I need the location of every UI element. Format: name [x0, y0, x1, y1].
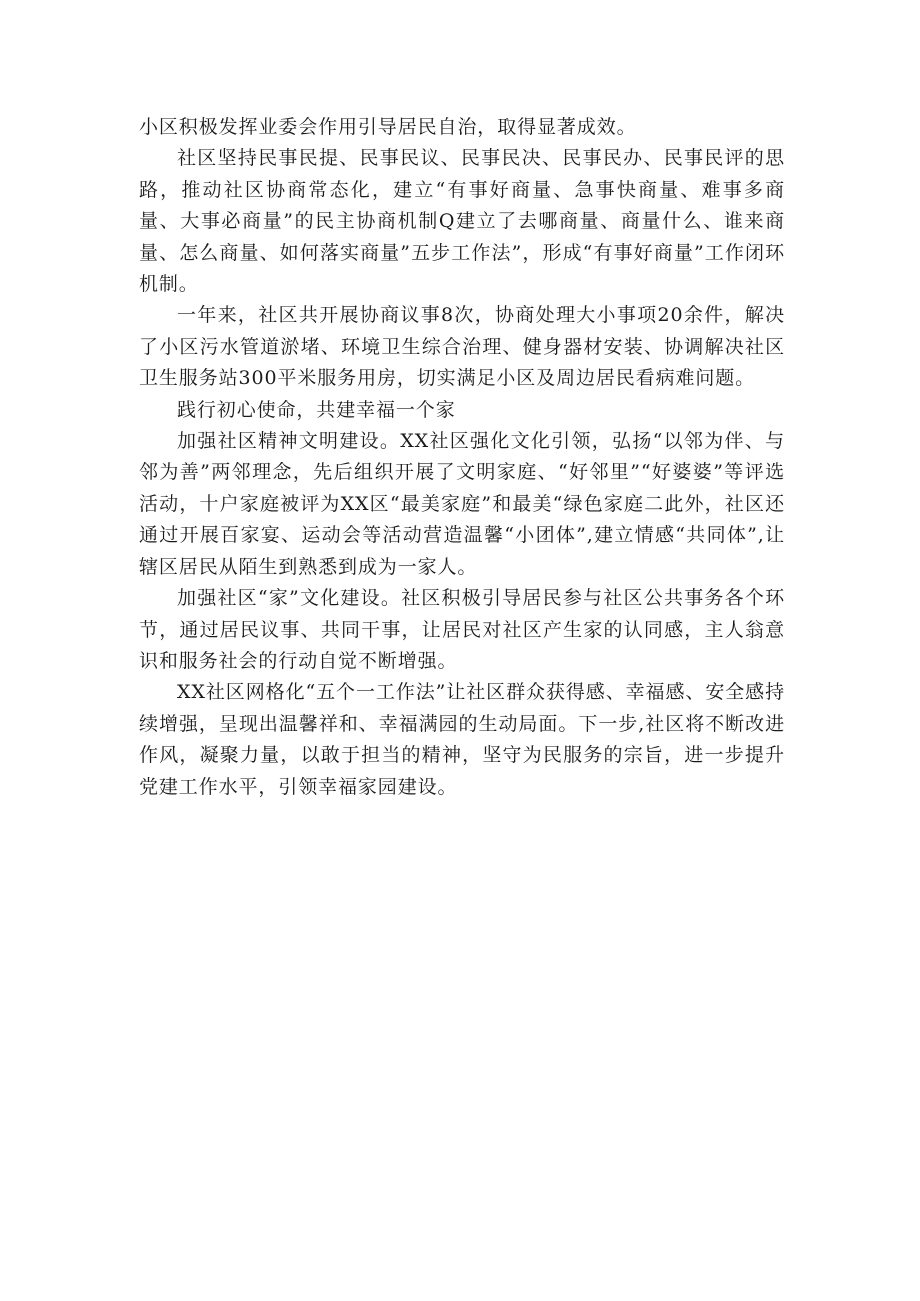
- section-heading: 践行初心使命，共建幸福一个家: [177, 398, 456, 421]
- paragraph-1: 小区积极发挥业委会作用引导居民自治，取得显著成效。: [139, 116, 637, 138]
- paragraph-4: 加强社区精神文明建设。XX社区强化文化引领，弘扬“以邻为伴、与邻为善”两邻理念，先后组织开展了文明家庭、“好邻里”“好婆婆”等评选活动，十户家庭被评为XX区“最美家庭”和最美“绿色家庭二此外，社区还通过开展百家宴、运动会等活动营造温馨“小团体”,建立情感“共同体”,让辖区居民从陌生到熟悉到成为一家人。: [139, 430, 785, 578]
- document-body: [139, 112, 785, 803]
- paragraph-3: 一年来，社区共开展协商议事8次，协商处理大小事项20余件，解决了小区污水管道淤堵、环境卫生综合治理、健身器材安装、协调解决社区卫生服务站300平米服务用房，切实满足小区及周边居民看病难问题。: [139, 304, 785, 390]
- paragraph-5: 加强社区“家”文化建设。社区积极引导居民参与社区公共事务各个环节，通过居民议事、共同干事，让居民对社区产生家的认同感，主人翁意识和服务社会的行动自觉不断增强。: [139, 587, 785, 672]
- paragraph-2: 社区坚持民事民提、民事民议、民事民决、民事民办、民事民评的思路，推动社区协商常态化，建立“有事好商量、急事快商量、难事多商量、大事必商量”的民主协商机制Q建立了去哪商量、商量什么、谁来商量、怎么商量、如何落实商量”五步工作法”，形成“有事好商量”工作闭环机制。: [139, 147, 785, 296]
- paragraph-6: XX社区网格化“五个一工作法”让社区群众获得感、幸福感、安全感持续增强，呈现出温馨祥和、幸福满园的生动局面。下一步,社区将不断改进作风，凝聚力量，以敢于担当的精神，坚守为民服务的宗旨，进一步提升党建工作水平，引领幸福家园建设。: [139, 681, 785, 798]
